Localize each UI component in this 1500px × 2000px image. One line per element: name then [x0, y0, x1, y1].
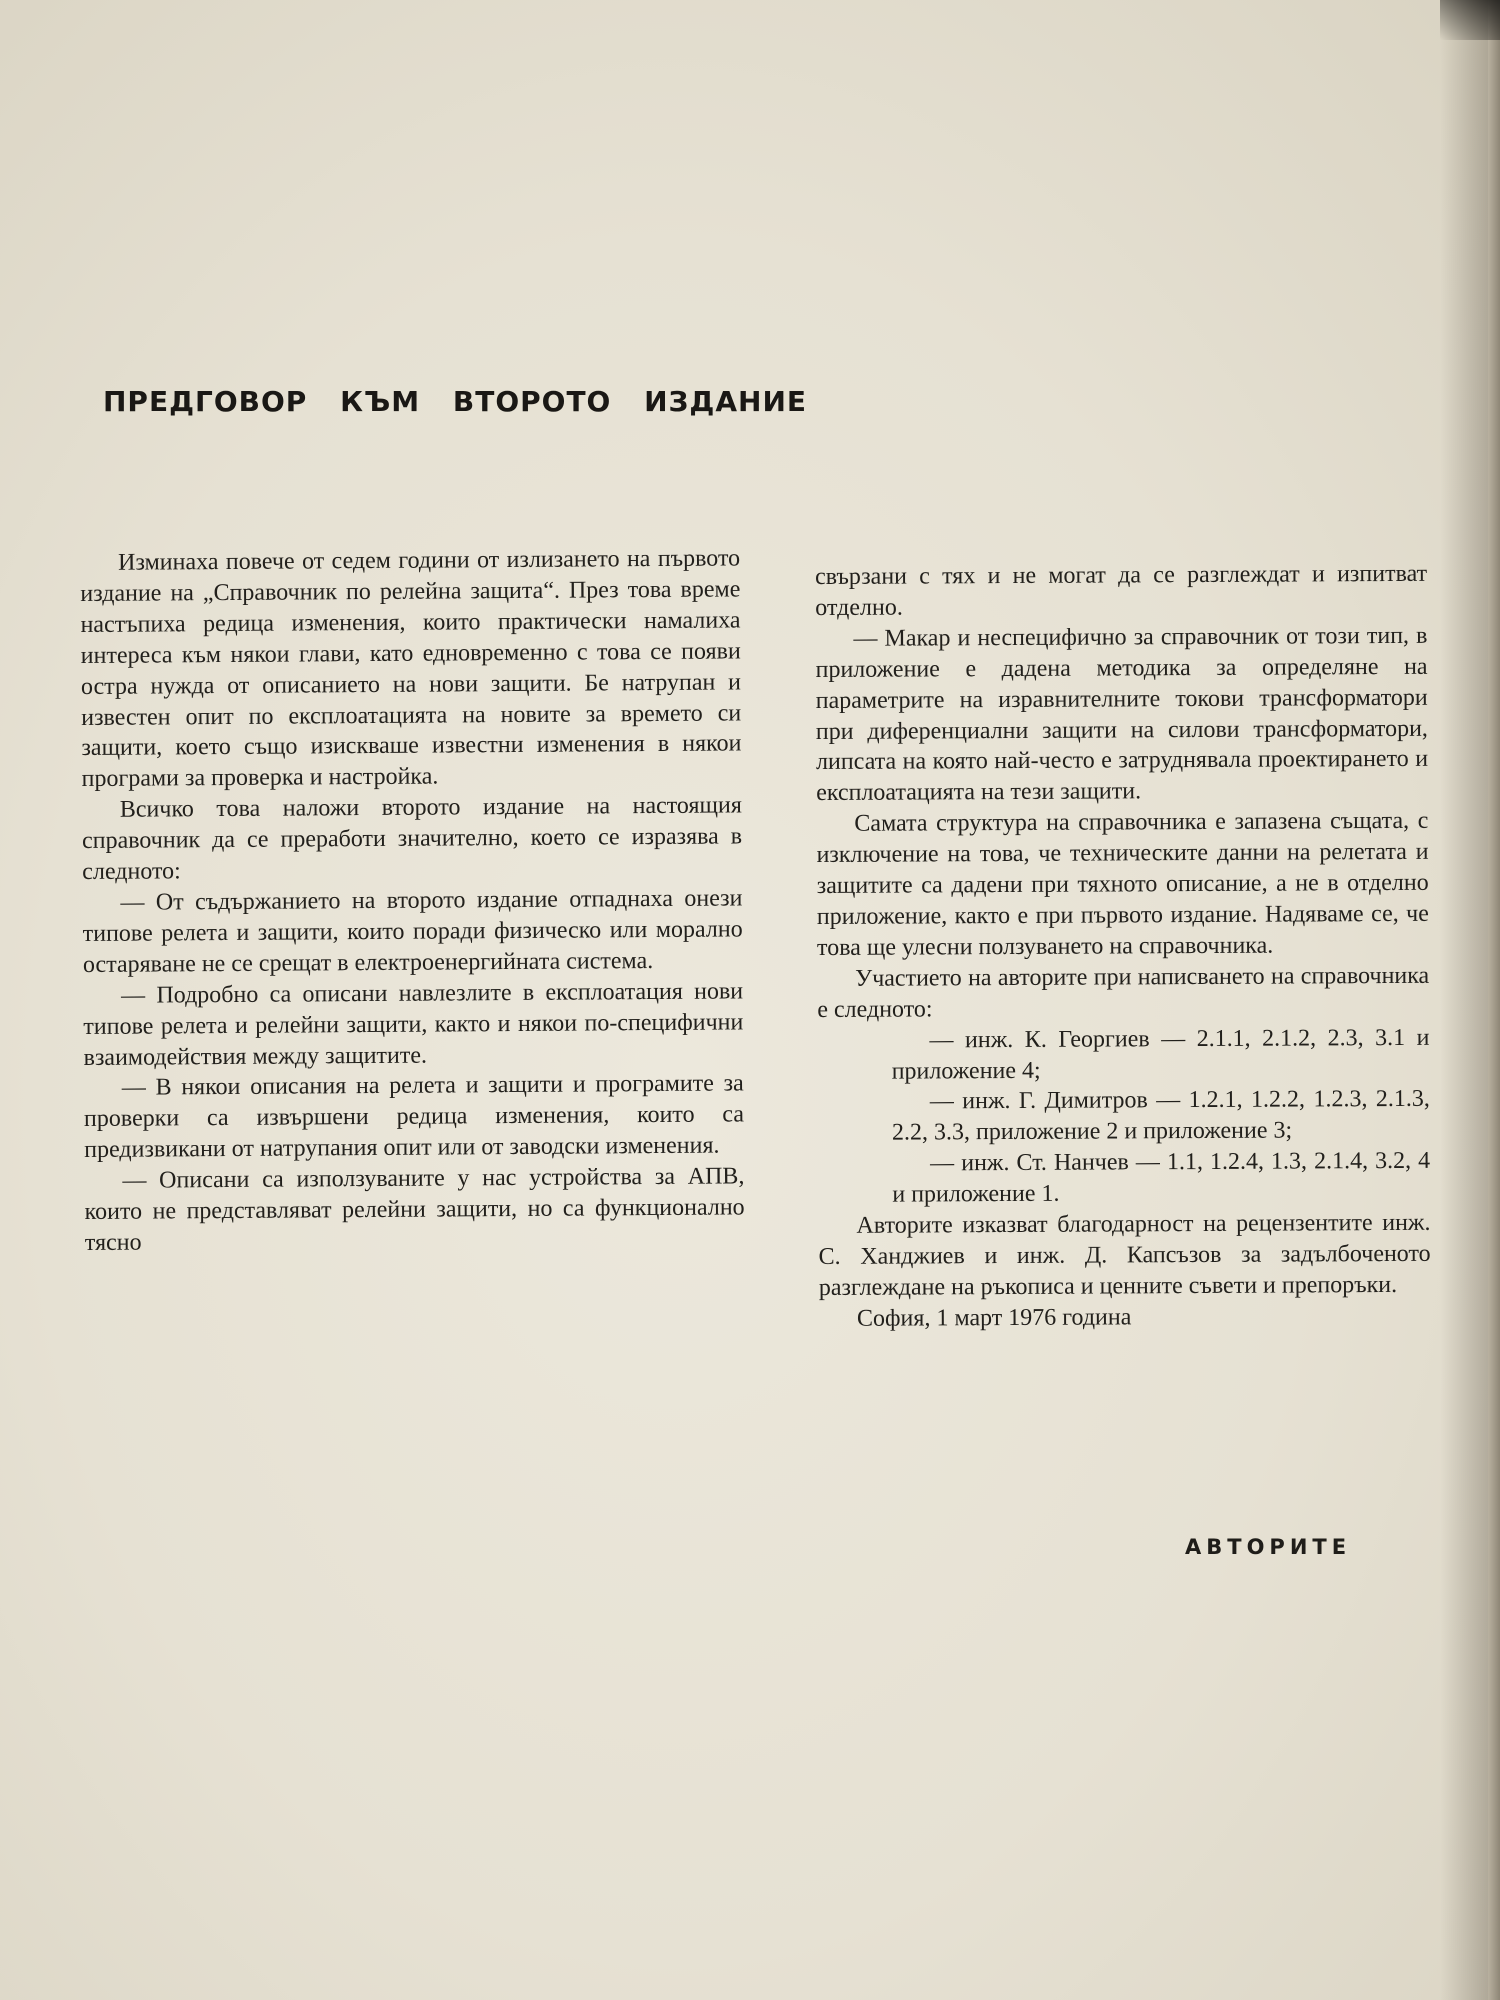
- paragraph-continuation: свързани с тях и не могат да се разглеждат и изпитват отделно.: [815, 560, 1428, 621]
- page-title: ПРЕДГОВОР КЪМ ВТОРОТО ИЗДАНИЕ: [103, 385, 808, 418]
- page-edge: [1488, 0, 1500, 2000]
- paragraph: Изминаха повече от седем години от излизането на първото издание на „Справочник по релейна защита“. През това време настъпиха редица изменения, които практически намалиха интереса към някои глави, като едновременно с това се появи остра нужда от описанието на нови защити. Бе натрупан и известен опит по експлоатацията на новите за времето си защити, което също изискваше известни изменения в някои програми за проверка и настройка.: [80, 545, 742, 793]
- author-contribution: — инж. К. Георгиев — 2.1.1, 2.1.2, 2.3, 3.1 и приложение 4;: [891, 1024, 1430, 1085]
- right-text-column: [815, 559, 1431, 1335]
- paragraph: Самата структура на справочника е запазена същата, с изключение на това, че техническите данни на релетата и защитите са дадени при тяхното описание, а не в отделно приложение, както е при първото издание. Надяваме се, че това ще улесни ползуването на справочника.: [816, 808, 1429, 961]
- paragraph: — Макар и неспецифично за справочник от този тип, в приложение е дадена методика за определяне на параметрите на изравнителните токови трансформатори при диференциални защити на силови трансформатори, липсата на която най-често е затруднявала проектирането и експлоатацията на тези защити.: [815, 622, 1429, 807]
- author-contribution: — инж. Ст. Нанчев — 1.1, 1.2.4, 1.3, 2.1.4, 3.2, 4 и приложение 1.: [892, 1148, 1431, 1208]
- paragraph: — Описани са използуваните у нас устройства за АПВ, които не представляват релейни защити, но са функционално тясно: [84, 1163, 745, 1256]
- paragraph: — В някои описания на релета и защити и програмите за проверки са извършени редица изменения, които са предизвикани от натрупания опит или от заводски изменения.: [83, 1070, 745, 1164]
- paragraph: Участието на авторите при написването на справочника е следното:: [817, 962, 1430, 1023]
- page-corner-shadow: [1440, 0, 1500, 40]
- acknowledgement: Авторите изказват благодарност на рецензентите инж. С. Ханджиев и инж. Д. Капсъзов за задълбоченото разглеждане на ръкописа и ценните съвети и препоръки.: [818, 1209, 1431, 1301]
- paragraph: Всичко това наложи второто издание на настоящия справочник да се преработи значително, което се изразява в следното:: [81, 792, 743, 886]
- date-line: София, 1 март 1976 година: [856, 1304, 1132, 1332]
- signature: АВТОРИТЕ: [1185, 1535, 1352, 1559]
- author-contribution: — инж. Г. Димитров — 1.2.1, 1.2.2, 1.2.3, 2.1.3, 2.2, 3.3, приложение 2 и приложение 3;: [891, 1086, 1430, 1146]
- paragraph: — От съдържанието на второто издание отпаднаха онези типове релета и защити, които поради физическо или морално остаряване не се срещат в електроенергийната система.: [82, 885, 743, 978]
- paragraph: — Подробно са описани навлезлите в експлоатация нови типове релета и релейни защити, както и някои по-специфични взаимодействия между защитите.: [83, 978, 744, 1071]
- left-text-column: [80, 543, 745, 1258]
